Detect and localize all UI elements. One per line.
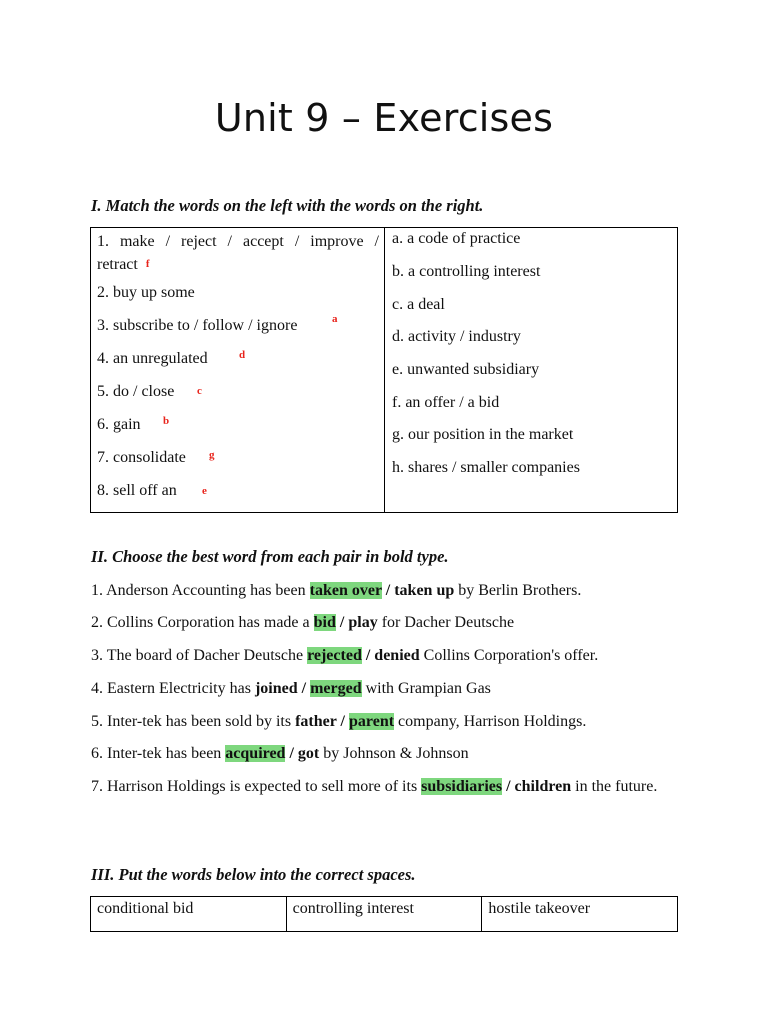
option-selected: acquired (225, 745, 286, 762)
sentence-1: 1. Anderson Accounting has been taken over / taken up by Berlin Brothers. (91, 582, 582, 599)
word-box-cell: hostile takeover (481, 897, 677, 931)
matching-table (90, 227, 678, 513)
option-selected: bid (313, 614, 336, 631)
option-selected: taken over (309, 582, 382, 599)
option: denied (374, 647, 420, 664)
option-selected: rejected (307, 647, 362, 664)
answer-mark: b (163, 415, 170, 427)
word-box-cell: controlling interest (286, 897, 482, 931)
word-box-cell: conditional bid (97, 900, 194, 917)
sentence-5: 5. Inter-tek has been sold by its father / parent company, Harrison Holdings. (91, 713, 587, 730)
section2-heading: II. Choose the best word from each pair in bold type. (91, 547, 449, 566)
left-item-5: 5. do / close (97, 383, 175, 400)
option: taken up (394, 582, 455, 599)
sentence-3: 3. The board of Dacher Deutsche rejected / denied Collins Corporation's offer. (91, 647, 599, 664)
left-item-8: 8. sell off an (97, 482, 177, 499)
sentence-2: 2. Collins Corporation has made a bid / play for Dacher Deutsche (91, 614, 515, 631)
section1-heading: I. Match the words on the left with the words on the right. (91, 196, 484, 215)
left-item-4: 4. an unregulated (97, 350, 208, 367)
left-item-3: 3. subscribe to / follow / ignore (97, 317, 298, 334)
left-item-1: 1. make / reject / accept / improve / retract $^f$ (97, 233, 379, 273)
option: children (514, 778, 572, 795)
word-box-table (90, 896, 678, 932)
table-divider (384, 228, 385, 512)
option: play (348, 614, 378, 631)
left-item-6: 6. gain (97, 416, 141, 433)
right-item-e: e. unwanted subsidiary (392, 361, 540, 378)
answer-mark: d (239, 349, 246, 361)
left-item-2: 2. buy up some (97, 284, 195, 301)
answer-mark: a (332, 313, 338, 325)
option: got (297, 745, 320, 762)
right-item-a: a. a code of practice (392, 230, 521, 247)
answer-mark: e (202, 485, 207, 497)
right-item-c: c. a deal (392, 296, 445, 313)
right-item-d: d. activity / industry (392, 328, 521, 345)
option: joined (254, 680, 298, 697)
option-selected: merged (310, 680, 362, 697)
left-item-7: 7. consolidate (97, 449, 186, 466)
right-item-f: f. an offer / a bid (392, 394, 500, 411)
option: father (295, 713, 337, 730)
sentence-7: 7. Harrison Holdings is expected to sell more of its subsidiaries / children in the future. (91, 778, 658, 795)
section3-heading: III. Put the words below into the correct spaces. (91, 865, 416, 884)
answer-mark: f (145, 258, 150, 270)
option-selected: parent (349, 713, 395, 730)
page-title: Unit 9 – Exercises (214, 96, 554, 140)
right-item-b: b. a controlling interest (392, 263, 541, 280)
right-item-h: h. shares / smaller companies (392, 459, 580, 476)
right-item-g: g. our position in the market (392, 426, 574, 443)
option-selected: subsidiaries (421, 778, 503, 795)
answer-mark: g (209, 449, 215, 461)
answer-mark: c (197, 385, 202, 397)
sentence-4: 4. Eastern Electricity has joined / merged with Grampian Gas (91, 680, 491, 697)
sentence-6: 6. Inter-tek has been acquired / got by Johnson & Johnson (91, 745, 469, 762)
